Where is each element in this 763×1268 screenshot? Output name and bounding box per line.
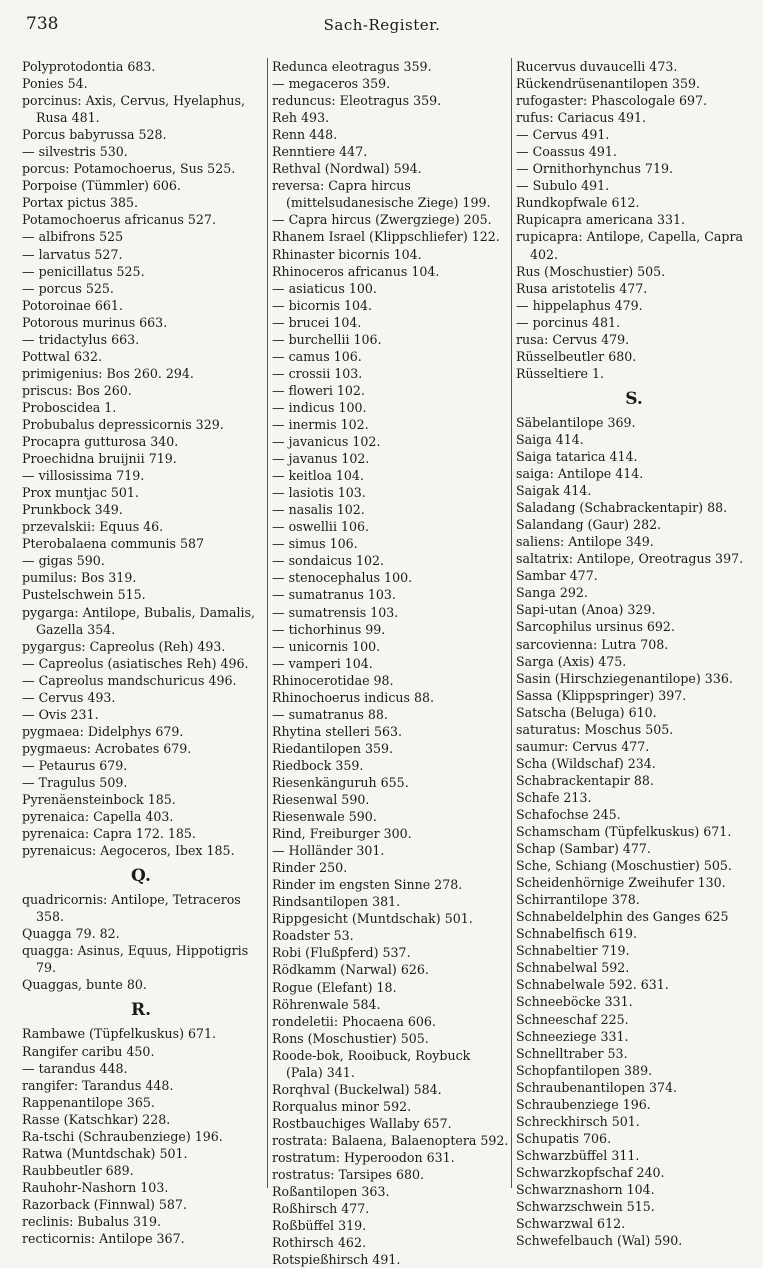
index-entry: — Tragulus 509. xyxy=(22,774,128,790)
section-letter: Q. xyxy=(131,866,151,887)
index-entry: — Ornithorhynchus 719. xyxy=(516,161,673,177)
index-entry: Renntiere 447. xyxy=(272,144,368,160)
page-header xyxy=(22,14,742,40)
index-entry: — keitloa 104. xyxy=(272,468,364,484)
index-entry: Saladang (Schabrackentapir) 88. xyxy=(516,500,728,516)
index-entry: saturatus: Moschus 505. xyxy=(516,721,674,737)
index-entry: Prox muntjac 501. xyxy=(22,485,139,501)
index-entry: rondeletii: Phocaena 606. xyxy=(272,1013,436,1029)
index-entry: sarcovienna: Lutra 708. xyxy=(516,636,669,652)
index-entry: Sassa (Klippspringer) 397. xyxy=(516,687,687,703)
index-entry: Probubalus depressicornis 329. xyxy=(22,416,224,432)
index-entry: Schraubenantilopen 374. xyxy=(516,1079,678,1095)
index-entry: Roßantilopen 363. xyxy=(272,1184,390,1200)
index-entry: Saiga 414. xyxy=(516,431,584,447)
index-entry: — Cervus 491. xyxy=(516,127,610,143)
index-entry: Schneeböcke 331. xyxy=(516,994,633,1010)
index-entry: Riedantilopen 359. xyxy=(272,740,394,756)
index-entry: Scha (Wildschaf) 234. xyxy=(516,755,656,771)
index-entry: Schwarzbüffel 311. xyxy=(516,1147,640,1163)
index-entry: Rundkopfwale 612. xyxy=(516,195,640,211)
index-entry: — asiaticus 100. xyxy=(272,280,377,296)
index-entry: priscus: Bos 260. xyxy=(22,382,132,398)
index-entry: — silvestris 530. xyxy=(22,144,128,160)
index-entry: saliens: Antilope 349. xyxy=(516,534,654,550)
index-entry: saiga: Antilope 414. xyxy=(516,466,644,482)
index-entry: rangifer: Tarandus 448. xyxy=(22,1077,174,1093)
index-column-1 xyxy=(22,58,260,1247)
index-entry: pygmaea: Didelphys 679. xyxy=(22,723,184,739)
index-entry: Rückendrüsenantilopen 359. xyxy=(516,76,701,92)
page-number: 738 xyxy=(26,14,59,34)
index-entry: Riesenkänguruh 655. xyxy=(272,774,409,790)
index-entry: Rus (Moschustier) 505. xyxy=(516,263,666,279)
index-entry: Roßhirsch 477. xyxy=(272,1201,370,1217)
index-entry: Pustelschwein 515. xyxy=(22,587,146,603)
index-entry: — inermis 102. xyxy=(272,416,369,432)
index-entry: — bicornis 104. xyxy=(272,297,372,313)
index-entry: — crossii 103. xyxy=(272,365,363,381)
section-letter: S. xyxy=(625,388,643,409)
index-entry: Prunkbock 349. xyxy=(22,502,123,518)
index-entry: rostrata: Balaena, Balaenoptera 592. xyxy=(272,1132,509,1148)
index-entry: saltatrix: Antilope, Oreotragus 397. xyxy=(516,551,744,567)
index-entry: Schwarzwal 612. xyxy=(516,1216,626,1232)
index-entry: Roode-bok, Rooibuck, Roybuck (Pala) 341. xyxy=(272,1047,471,1080)
index-entry: Rorqhval (Buckelwal) 584. xyxy=(272,1081,442,1097)
index-entry: rusa: Cervus 479. xyxy=(516,331,630,347)
index-entry: Rothirsch 462. xyxy=(272,1235,366,1251)
index-entry: Potorous murinus 663. xyxy=(22,314,168,330)
index-entry: Rauhohr-Nashorn 103. xyxy=(22,1179,169,1195)
index-entry: Rons (Moschustier) 505. xyxy=(272,1030,429,1046)
index-entry: reversa: Capra hircus (mittelsudanesische Ziege) 199. xyxy=(272,178,491,211)
index-entry: Roßbüffel 319. xyxy=(272,1218,367,1234)
index-entry: Rucervus duvaucelli 473. xyxy=(516,59,678,74)
index-entry: rostratus: Tarsipes 680. xyxy=(272,1167,424,1183)
index-entry: — Capra hircus (Zwergziege) 205. xyxy=(272,212,492,228)
index-entry: Schopfantilopen 389. xyxy=(516,1062,653,1078)
index-entry: — Cervus 493. xyxy=(22,689,116,705)
index-entry: — lasiotis 103. xyxy=(272,485,366,501)
index-entry: Procapra gutturosa 340. xyxy=(22,434,179,450)
index-entry: Quaggas, bunte 80. xyxy=(22,977,147,993)
index-entry: Schabrackentapir 88. xyxy=(516,772,654,788)
index-entry: Sarga (Axis) 475. xyxy=(516,653,627,669)
index-entry: Rupicapra americana 331. xyxy=(516,212,686,228)
index-entry: — simus 106. xyxy=(272,536,358,552)
index-entry: pygarga: Antilope, Bubalis, Damalis, Gazella 354. xyxy=(22,604,256,637)
index-entry: Rambawe (Tüpfelkuskus) 671. xyxy=(22,1026,217,1042)
index-entry: Schwefelbauch (Wal) 590. xyxy=(516,1233,683,1249)
index-entry: — javanus 102. xyxy=(272,451,370,467)
index-entry: Quagga 79. 82. xyxy=(22,926,120,942)
index-entry: Rethval (Nordwal) 594. xyxy=(272,161,422,177)
index-entry: Schnabeldelphin des Ganges 625 xyxy=(516,909,729,925)
index-entry: Sasin (Hirschziegenantilope) 336. xyxy=(516,670,733,686)
index-entry: rufogaster: Phascologale 697. xyxy=(516,93,708,109)
index-entry: Polyprotodontia 683. xyxy=(22,59,156,74)
index-entry: pyrenaicus: Aegoceros, Ibex 185. xyxy=(22,843,235,859)
index-entry: rupicapra: Antilope, Capella, Capra 402. xyxy=(516,229,744,262)
index-entry: — villosissima 719. xyxy=(22,468,145,484)
index-entry: — penicillatus 525. xyxy=(22,263,145,279)
section-letter: R. xyxy=(130,1000,152,1021)
index-entry: — sumatranus 103. xyxy=(272,587,396,603)
index-entry: — megaceros 359. xyxy=(272,76,391,92)
index-entry: porcus: Potamochoerus, Sus 525. xyxy=(22,161,236,177)
index-entry: Robi (Flußpferd) 537. xyxy=(272,945,411,961)
index-entry: — Petaurus 679. xyxy=(22,757,128,773)
index-entry: Pottwal 632. xyxy=(22,348,103,364)
index-entry: pygmaeus: Acrobates 679. xyxy=(22,740,192,756)
index-entry: Porpoise (Tümmler) 606. xyxy=(22,178,181,194)
index-entry: Reh 493. xyxy=(272,110,330,126)
index-entry: Schupatis 706. xyxy=(516,1130,612,1146)
index-entry: Schafe 213. xyxy=(516,789,592,805)
index-entry: Schnelltraber 53. xyxy=(516,1045,628,1061)
index-entry: porcinus: Axis, Cervus, Hyelaphus, Rusa 481. xyxy=(22,93,246,126)
index-entry: Schwarzschwein 515. xyxy=(516,1199,655,1215)
index-entry: pyrenaica: Capella 403. xyxy=(22,809,174,825)
index-entry: Ponies 54. xyxy=(22,76,88,92)
index-column-3 xyxy=(511,58,752,1249)
index-entry: Riesenwale 590. xyxy=(272,809,377,825)
index-entry: — Holländer 301. xyxy=(272,843,385,859)
index-entry: Ra-tschi (Schraubenziege) 196. xyxy=(22,1128,223,1144)
index-entry: — indicus 100. xyxy=(272,399,367,415)
index-entry: Portax pictus 385. xyxy=(22,195,139,211)
index-entry: — tarandus 448. xyxy=(22,1060,128,1076)
index-entry: — floweri 102. xyxy=(272,382,365,398)
index-entry: — unicornis 100. xyxy=(272,638,381,654)
index-entry: Rinder im engsten Sinne 278. xyxy=(272,877,463,893)
index-entry: Schirrantilope 378. xyxy=(516,892,640,908)
index-entry: Schnabeltier 719. xyxy=(516,943,630,959)
index-entry: Proboscidea 1. xyxy=(22,399,117,415)
index-entry: Renn 448. xyxy=(272,127,338,143)
index-entry: Röhrenwale 584. xyxy=(272,996,381,1012)
index-entry: Schafochse 245. xyxy=(516,806,621,822)
index-entry: Roadster 53. xyxy=(272,928,354,944)
index-entry: Rorqualus minor 592. xyxy=(272,1098,412,1114)
index-entry: Schneeziege 331. xyxy=(516,1028,629,1044)
index-entry: Säbelantilope 369. xyxy=(516,414,636,430)
index-entry: Porcus babyrussa 528. xyxy=(22,127,167,143)
index-entry: przevalskii: Equus 46. xyxy=(22,519,164,535)
index-entry: reduncus: Eleotragus 359. xyxy=(272,93,442,109)
index-entry: Rindsantilopen 381. xyxy=(272,894,401,910)
index-entry: quadricornis: Antilope, Tetraceros 358. xyxy=(22,892,241,925)
index-entry: — albifrons 525 xyxy=(22,229,124,245)
index-entry: Pterobalaena communis 587 xyxy=(22,536,205,552)
index-entry: Rippgesicht (Muntdschak) 501. xyxy=(272,911,473,927)
index-entry: Schnabelwale 592. 631. xyxy=(516,977,669,993)
index-entry: Rhinocerotidae 98. xyxy=(272,672,394,688)
index-entry: Rostbauchiges Wallaby 657. xyxy=(272,1115,452,1131)
index-entry: — sondaicus 102. xyxy=(272,553,385,569)
index-entry: Rhanem Israel (Klippschliefer) 122. xyxy=(272,229,500,245)
index-entry: pyrenaica: Capra 172. 185. xyxy=(22,826,196,842)
index-entry: pygargus: Capreolus (Reh) 493. xyxy=(22,638,226,654)
index-entry: Rusa aristotelis 477. xyxy=(516,280,648,296)
index-entry: — camus 106. xyxy=(272,348,362,364)
index-entry: Rüsseltiere 1. xyxy=(516,365,605,381)
index-entry: rostratum: Hyperoodon 631. xyxy=(272,1150,455,1165)
index-entry: — porcus 525. xyxy=(22,280,114,296)
index-entry: — sumatranus 88. xyxy=(272,706,388,722)
index-entry: Rotspießhirsch 491. xyxy=(272,1252,401,1268)
index-entry: Schneeschaf 225. xyxy=(516,1011,629,1027)
index-entry: Schreckhirsch 501. xyxy=(516,1113,640,1129)
index-entry: Ratwa (Muntdschak) 501. xyxy=(22,1145,188,1161)
index-entry: Riesenwal 590. xyxy=(272,792,370,808)
index-entry: Schraubenziege 196. xyxy=(516,1096,651,1112)
index-entry: — sumatrensis 103. xyxy=(272,604,399,620)
index-column-2 xyxy=(267,58,509,1268)
index-entry: Schamscham (Tüpfelkuskus) 671. xyxy=(516,824,732,840)
index-entry: Rogue (Elefant) 18. xyxy=(272,979,397,995)
index-entry: primigenius: Bos 260. 294. xyxy=(22,365,194,381)
index-entry: Scheidenhörnige Zweihufer 130. xyxy=(516,875,726,891)
index-entry: Sanga 292. xyxy=(516,585,588,601)
index-entry: Schwarzkopfschaf 240. xyxy=(516,1164,665,1180)
index-columns xyxy=(22,58,747,1268)
index-entry: — Capreolus mandschuricus 496. xyxy=(22,672,237,688)
index-entry: Schwarznashorn 104. xyxy=(516,1182,655,1197)
index-entry: Schnabelwal 592. xyxy=(516,960,630,976)
index-entry: — gigas 590. xyxy=(22,553,105,569)
index-entry: Riedbock 359. xyxy=(272,757,364,773)
index-entry: — javanicus 102. xyxy=(272,434,381,450)
index-entry: Rhinaster bicornis 104. xyxy=(272,246,422,262)
index-entry: — Capreolus (asiatisches Reh) 496. xyxy=(22,655,249,671)
index-entry: pumilus: Bos 319. xyxy=(22,570,137,586)
index-entry: — nasalis 102. xyxy=(272,502,365,518)
index-entry: Sambar 477. xyxy=(516,568,598,584)
index-entry: Rhinochoerus indicus 88. xyxy=(272,689,434,705)
index-entry: Rinder 250. xyxy=(272,860,348,876)
index-entry: Sapi-utan (Anoa) 329. xyxy=(516,602,656,618)
index-entry: — tridactylus 663. xyxy=(22,331,140,347)
page-title: Sach-Register. xyxy=(323,16,441,34)
index-entry: saumur: Cervus 477. xyxy=(516,738,650,754)
index-entry: — stenocephalus 100. xyxy=(272,570,413,586)
index-entry: — vamperi 104. xyxy=(272,655,373,671)
index-entry: Satscha (Beluga) 610. xyxy=(516,704,657,720)
index-entry: — tichorhinus 99. xyxy=(272,621,386,637)
index-entry: Raubbeutler 689. xyxy=(22,1162,134,1178)
index-entry: Rind, Freiburger 300. xyxy=(272,826,412,842)
index-entry: — oswellii 106. xyxy=(272,519,370,535)
index-entry: Potoroinae 661. xyxy=(22,297,123,313)
index-entry: Sarcophilus ursinus 692. xyxy=(516,619,675,635)
index-entry: quagga: Asinus, Equus, Hippotigris 79. xyxy=(22,943,249,976)
index-entry: — Subulo 491. xyxy=(516,178,610,194)
index-entry: Schap (Sambar) 477. xyxy=(516,841,651,857)
index-entry: Razorback (Finnwal) 587. xyxy=(22,1196,187,1212)
index-entry: Schnabelfisch 619. xyxy=(516,926,638,942)
index-entry: Potamochoerus africanus 527. xyxy=(22,212,216,228)
index-entry: Rödkamm (Narwal) 626. xyxy=(272,962,429,978)
index-entry: Redunca eleotragus 359. xyxy=(272,59,432,74)
index-entry: — Coassus 491. xyxy=(516,144,617,160)
index-entry: Rangifer caribu 450. xyxy=(22,1043,155,1059)
index-entry: Rappenantilope 365. xyxy=(22,1094,155,1110)
index-entry: Pyrenäensteinbock 185. xyxy=(22,792,176,808)
index-entry: Rüsselbeutler 680. xyxy=(516,348,637,364)
index-entry: — Ovis 231. xyxy=(22,706,99,722)
index-entry: — burchellii 106. xyxy=(272,331,382,347)
index-entry: — porcinus 481. xyxy=(516,314,621,330)
index-entry: Proechidna bruijnii 719. xyxy=(22,451,177,467)
index-entry: — hippelaphus 479. xyxy=(516,297,643,313)
index-entry: — larvatus 527. xyxy=(22,246,123,262)
index-entry: Saigak 414. xyxy=(516,483,592,499)
index-entry: Sche, Schiang (Moschustier) 505. xyxy=(516,858,732,874)
index-entry: recticornis: Antilope 367. xyxy=(22,1231,185,1247)
index-entry: — brucei 104. xyxy=(272,314,362,330)
index-entry: reclinis: Bubalus 319. xyxy=(22,1214,162,1229)
index-entry: Salandang (Gaur) 282. xyxy=(516,517,662,533)
index-entry: rufus: Cariacus 491. xyxy=(516,110,646,126)
index-entry: Rhinoceros africanus 104. xyxy=(272,263,440,279)
index-entry: Rhytina stelleri 563. xyxy=(272,723,402,739)
index-entry: Saiga tatarica 414. xyxy=(516,448,638,464)
index-entry: Rasse (Katschkar) 228. xyxy=(22,1111,171,1127)
